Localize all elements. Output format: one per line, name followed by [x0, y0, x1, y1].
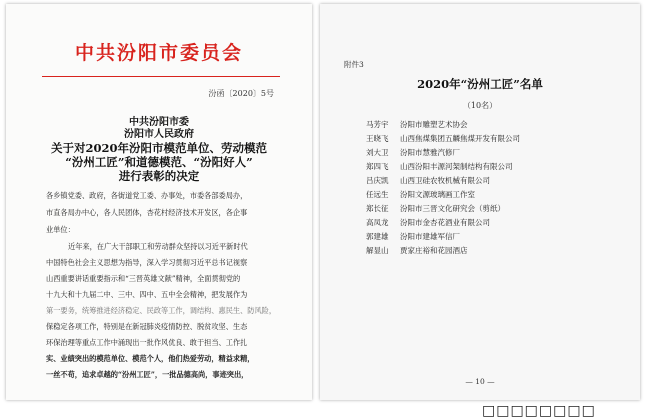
decision-title-line: 关于对2020年汾阳市模范单位、劳动模范: [50, 141, 267, 155]
body-text-line: 市直各局办中心，各人民团体，杏花村经济技术开发区，各企事: [46, 208, 248, 217]
honoree-row: [366, 146, 460, 160]
honoree-row: [366, 244, 468, 258]
body-text-line: 十九大和十九届二中、三中、四中、五中全会精神，把发展作为: [46, 290, 248, 299]
honoree-name: 郑四飞: [366, 162, 389, 171]
issuer-line: 汾阳市人民政府: [124, 129, 194, 140]
body-text-line: 实、业绩突出的模范单位、模范个人，他们热爱劳动，精益求精，: [46, 354, 255, 363]
missing-glyph-boxes: □□□□□□□□: [482, 403, 596, 419]
body-text-line: 中国特色社会主义思想为指导，深入学习贯彻习近平总书记视察: [46, 258, 248, 267]
honoree-organization: 山西焦煤集团五麟焦煤开发有限公司: [400, 134, 520, 143]
honoree-name: 高凤龙: [366, 218, 389, 227]
honoree-name: 郭建雄: [366, 232, 389, 241]
issuer-line: 中共汾阳市委: [129, 117, 189, 128]
honoree-organization: 汾阳市建雄军信厂: [400, 232, 460, 241]
body-text-line: 第一要务，统筹推进经济稳定、民政等工作，调结构、惠民生、防风险，: [46, 306, 277, 315]
body-text-line: 保稳定各项工作，特别是在新冠肺炎疫情防控、脱贫攻坚、生态: [46, 322, 248, 331]
honoree-organization: 汾阳市金杏花酒业有限公司: [400, 218, 490, 227]
honoree-organization: 汾阳市三晋文化研究会（剪纸）: [400, 204, 505, 213]
honoree-name: 马芳宇: [366, 120, 389, 129]
decision-title-line: “汾州工匠”和道德模范、“汾阳好人”: [65, 155, 253, 169]
honoree-organization: 山西汾阳丰源河架制结构有限公司: [400, 162, 513, 171]
appendix-label: 附件3: [344, 60, 364, 69]
honoree-name: 王晓飞: [366, 134, 389, 143]
body-text-line: 山西重要讲话重要指示和“三晋英雄文献”精神，全面贯彻党的: [46, 274, 241, 283]
honoree-row: [366, 174, 490, 188]
header-divider: [42, 76, 280, 77]
honoree-name: 解显山: [366, 246, 389, 255]
right-document-page: [320, 4, 640, 400]
honoree-count: （10名）: [462, 101, 498, 110]
honoree-organization: 汾阳市慧雅汽修厂: [400, 148, 460, 157]
list-title: 2020年“汾州工匠”名单: [417, 77, 543, 91]
honoree-row: [366, 118, 468, 132]
honoree-name: 刘大卫: [366, 148, 389, 157]
honoree-row: [366, 188, 475, 202]
body-text-line: 一丝不苟，追求卓越的“汾州工匠”，一批品德高尚，事迹突出，: [46, 370, 249, 379]
honoree-name: 吕庆凯: [366, 176, 389, 185]
honoree-row: [366, 132, 520, 146]
honoree-name: 任远生: [366, 190, 389, 199]
page-number: — 10 —: [465, 377, 495, 386]
body-text-line: 近年来，在广大干部职工和劳动群众坚持以习近平新时代: [68, 242, 248, 251]
honoree-row: [366, 160, 513, 174]
left-document-page: [6, 4, 312, 400]
honoree-row: [366, 230, 460, 244]
honoree-row: [366, 216, 490, 230]
honoree-organization: 汾阳市雕塑艺术协会: [400, 120, 468, 129]
body-text-line: 业单位：: [46, 225, 75, 234]
body-text-line: 环保治理等重点工作中涌现出一批作风优良、敢于担当、工作扎: [46, 338, 248, 347]
honoree-row: [366, 202, 505, 216]
body-text-line: 各乡镇党委、政府，各街道党工委、办事处，市委各部委局办，: [46, 191, 248, 200]
honoree-organization: 山西卫硅农牧机械有限公司: [400, 176, 490, 185]
honoree-name: 郑长征: [366, 204, 389, 213]
honoree-organization: 贾家庄裕和花园酒店: [400, 246, 468, 255]
document-number: 汾函〔2020〕5号: [208, 89, 274, 98]
honoree-organization: 汾阳文源玻璃画工作室: [400, 190, 475, 199]
header-title: 中共汾阳市委员会: [74, 42, 243, 64]
decision-title-line: 进行表彰的决定: [118, 169, 200, 183]
